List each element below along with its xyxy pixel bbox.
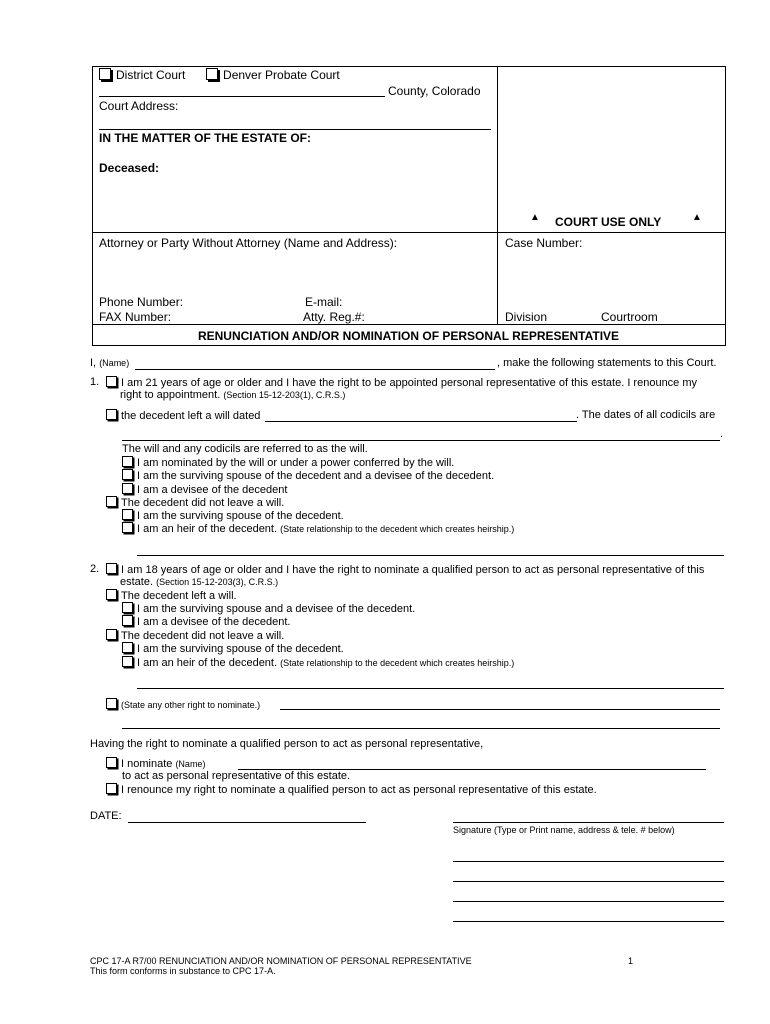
attorney-label: Attorney or Party Without Attorney (Name and Address): (99, 236, 398, 250)
opt-heir (122, 522, 514, 535)
email-label: E-mail: (305, 295, 343, 309)
renounce-option (106, 783, 597, 796)
date-label: DATE: (90, 810, 122, 822)
district-court-checkbox[interactable] (99, 68, 111, 80)
section1-line2 (120, 389, 345, 401)
intro-suffix: , make the following statements to this Court. (497, 357, 717, 369)
s2-left-will (106, 589, 237, 602)
signature-detail-line-3[interactable] (453, 901, 724, 902)
section1-line1-text: I am 21 years of age or older and I have the right to be appointed personal representative of this estate. I renounce my (121, 377, 698, 389)
fax-number-label: FAX Number: (99, 310, 172, 324)
s2-spouse-checkbox[interactable] (122, 642, 133, 653)
s2-spouse-devisee-checkbox[interactable] (122, 602, 133, 613)
s2-left-will-text: The decedent left a will. (121, 590, 237, 602)
s2-opt-heir (122, 656, 514, 669)
section2-cite: (Section 15-12-203(3), C.R.S.) (156, 577, 279, 587)
s2-opt-spouse-devisee (122, 602, 415, 615)
opt-nominated (122, 456, 454, 469)
will-referred-text: The will and any codicils are referred to as the will. (122, 443, 368, 455)
footer-conformance: This form conforms in substance to CPC 17-A. (90, 966, 276, 976)
s2-spouse-text: I am the surviving spouse of the decedent. (137, 643, 344, 655)
signature-detail-line-2[interactable] (453, 881, 724, 882)
intro-prefix (90, 357, 129, 369)
section1-number: 1. (90, 376, 100, 388)
signature-detail-line-1[interactable] (453, 861, 724, 862)
s2-spouse-devisee-text: I am the surviving spouse and a devisee of the decedent. (137, 603, 416, 615)
will-date-line[interactable] (265, 421, 577, 422)
no-will-text: The decedent did not leave a will. (121, 497, 285, 509)
courtroom-label: Courtroom (601, 310, 658, 324)
district-court-label: District Court (116, 68, 186, 82)
other-right-line-2[interactable] (122, 728, 720, 729)
arrow-up-icon: ▲ (530, 212, 540, 223)
section2-line1 (106, 563, 704, 576)
section1-line2-text: right to appointment. (120, 389, 221, 401)
devisee-text: I am a devisee of the decedent (137, 484, 288, 496)
will-dated-text: the decedent left a will dated (121, 410, 261, 422)
estate-matter-heading: IN THE MATTER OF THE ESTATE OF: (99, 131, 311, 145)
section1-will-dated (106, 409, 260, 422)
section1-renounce-checkbox[interactable] (106, 376, 117, 387)
nominated-text: I am nominated by the will or under a power conferred by the will. (137, 457, 455, 469)
phone-number-label: Phone Number: (99, 295, 184, 309)
renounce-text: I renounce my right to nominate a qualified person to act as personal representative of this estate. (121, 784, 597, 796)
court-type-row (99, 68, 340, 82)
s2-no-will-text: The decedent did not leave a will. (121, 630, 285, 642)
atty-reg-label: Atty. Reg.#: (303, 310, 365, 324)
deceased-label: Deceased: (99, 161, 160, 175)
county-line[interactable] (99, 96, 385, 97)
nominate-name-hint: (Name) (175, 759, 206, 769)
intro-name-line[interactable] (135, 369, 495, 370)
opt-spouse-devisee (122, 469, 494, 482)
spouse-text: I am the surviving spouse of the decedent. (137, 510, 344, 522)
spouse-devisee-checkbox[interactable] (122, 469, 133, 480)
heir-text: I am an heir of the decedent. (137, 523, 278, 535)
probate-court-checkbox[interactable] (206, 68, 218, 80)
intro-i: I, (90, 357, 97, 369)
having-right-text: Having the right to nominate a qualified person to act as personal representative, (90, 738, 484, 750)
court-use-only-label: COURT USE ONLY (555, 215, 662, 229)
date-line[interactable] (128, 822, 366, 823)
other-right-hint: (State any other right to nominate.) (121, 700, 261, 710)
section2-number: 2. (90, 563, 100, 575)
opt-devisee (122, 483, 287, 496)
s2-no-will-checkbox[interactable] (106, 629, 117, 640)
spouse-devisee-text: I am the surviving spouse of the decedent and a devisee of the decedent. (137, 470, 495, 482)
s2-devisee-checkbox[interactable] (122, 615, 133, 626)
devisee-checkbox[interactable] (122, 483, 133, 494)
s2-heir-relationship-line[interactable] (137, 688, 724, 689)
codicils-line[interactable] (122, 440, 720, 441)
nominate-text: I nominate (121, 758, 173, 770)
s2-no-will (106, 629, 284, 642)
s2-left-will-checkbox[interactable] (106, 589, 117, 600)
spouse-checkbox[interactable] (122, 509, 133, 520)
footer-page-number: 1 (628, 956, 634, 966)
division-label: Division (505, 310, 548, 324)
nominate-option (106, 757, 205, 770)
heir-relationship-line[interactable] (137, 555, 724, 556)
s2-devisee-text: I am a devisee of the decedent. (137, 616, 291, 628)
court-address-line[interactable] (99, 129, 491, 130)
signature-label: Signature (Type or Print name, address & tele. # below) (453, 825, 675, 835)
signature-line[interactable] (453, 822, 724, 823)
codicils-period: . (720, 428, 724, 440)
caption-box (92, 66, 726, 346)
s2-heir-hint: (State relationship to the decedent which creates heirship.) (280, 658, 515, 668)
probate-court-label: Denver Probate Court (223, 68, 340, 82)
s2-opt-spouse (122, 642, 344, 655)
case-number-label: Case Number: (505, 236, 583, 250)
section2-line2 (120, 576, 278, 588)
no-will-checkbox[interactable] (106, 496, 117, 507)
section2-line1-text: I am 18 years of age or older and I have the right to nominate a qualified person to act as personal representative of this (121, 564, 705, 576)
section1-line1 (106, 376, 697, 389)
heir-hint: (State relationship to the decedent which creates heirship.) (280, 524, 515, 534)
other-right-checkbox[interactable] (106, 698, 117, 709)
section1-cite: (Section 15-12-203(1), C.R.S.) (223, 390, 346, 400)
nominated-checkbox[interactable] (122, 456, 133, 467)
will-dated-checkbox[interactable] (106, 409, 117, 420)
no-will-option (106, 496, 284, 509)
signature-detail-line-4[interactable] (453, 921, 724, 922)
other-right-line-1[interactable] (280, 709, 720, 710)
footer-form-id: CPC 17-A R7/00 RENUNCIATION AND/OR NOMINATION OF PERSONAL REPRESENTATIVE (90, 956, 472, 966)
section2-line2-text: estate. (120, 576, 154, 588)
codicils-text: . The dates of all codicils are (576, 409, 716, 421)
court-address-label: Court Address: (99, 99, 179, 113)
s2-heir-checkbox[interactable] (122, 656, 133, 667)
form-title: RENUNCIATION AND/OR NOMINATION OF PERSONAL REPRESENTATIVE (197, 329, 620, 343)
caption-divider-1 (92, 232, 725, 233)
nominate-checkbox[interactable] (106, 757, 117, 768)
intro-name-hint: (Name) (99, 358, 130, 368)
arrow-up-icon: ▲ (692, 212, 702, 223)
renounce-checkbox[interactable] (106, 783, 117, 794)
section2-nominate-checkbox[interactable] (106, 563, 117, 574)
heir-checkbox[interactable] (122, 522, 133, 533)
caption-divider-vertical (497, 66, 498, 324)
other-right-option (106, 698, 260, 711)
s2-heir-text: I am an heir of the decedent. (137, 657, 278, 669)
caption-divider-2 (92, 324, 725, 325)
opt-spouse (122, 509, 344, 522)
county-label: County, Colorado (388, 84, 481, 98)
to-act-text: to act as personal representative of this estate. (122, 770, 351, 782)
s2-opt-devisee (122, 615, 291, 628)
